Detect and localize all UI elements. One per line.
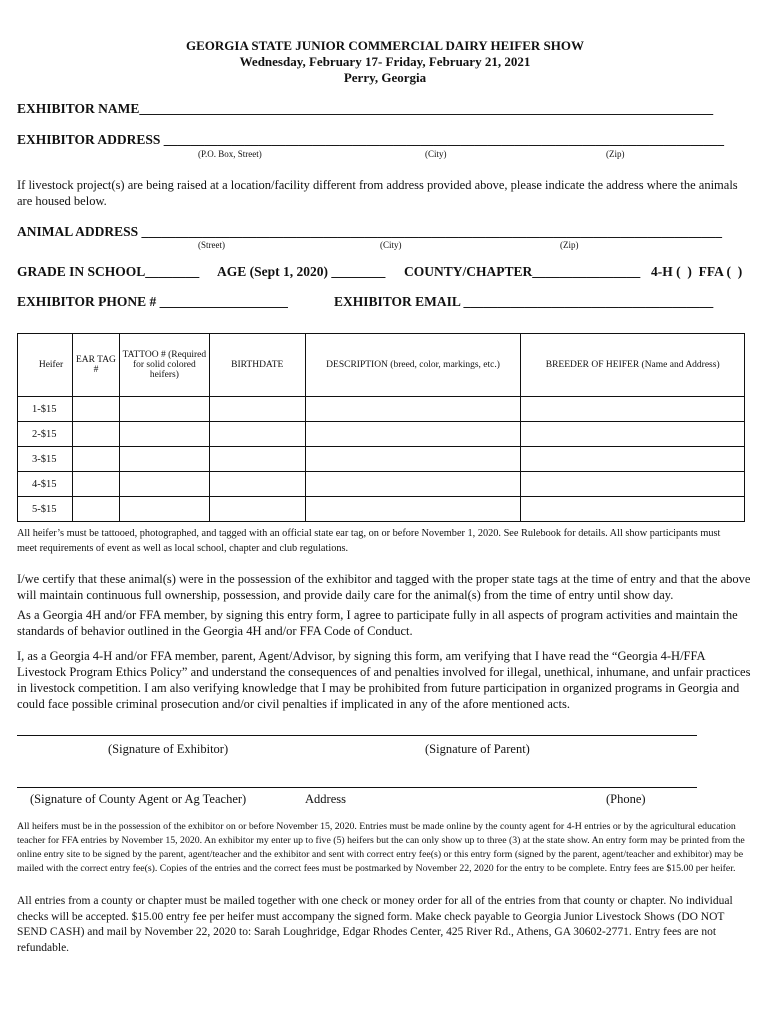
ethics-statement: I, as a Georgia 4-H and/or FFA member, parent, Agent/Advisor, by signing this form, am verifying that I have read the “Georgia 4-H/FFA Livestock Program Ethics Policy” and understand the consequences of and penalties involved for illegal, unethical, inhumane, and unfair practices in livestock competition. I am also verifying knowledge that I may be prohibited from future participation in organized programs in Georgia and could face possible criminal prosecution and/or civil penalties if implicated in any of the afore mentioned acts. <box>17 649 751 711</box>
agent-signature-label: (Signature of County Agent or Ag Teacher) <box>30 792 247 806</box>
col-tattoo: TATTOO # (Required for solid colored heifers) <box>119 334 209 397</box>
breeder-cell[interactable] <box>521 497 745 522</box>
description-cell[interactable] <box>305 472 521 497</box>
age-field[interactable]: AGE (Sept 1, 2020) ________ <box>217 264 386 279</box>
phone-label: (Phone) <box>606 792 646 806</box>
description-cell[interactable] <box>305 447 521 472</box>
description-cell[interactable] <box>305 422 521 447</box>
description-cell[interactable] <box>305 397 521 422</box>
table-header-row <box>18 334 745 397</box>
form-location: Perry, Georgia <box>343 70 427 85</box>
form-title: GEORGIA STATE JUNIOR COMMERCIAL DAIRY HEIFER SHOW <box>185 38 585 53</box>
row-label: 4-$15 <box>18 472 73 497</box>
member-agreement: As a Georgia 4H and/or FFA member, by signing this entry form, I agree to participate fully in all aspects of program activities and maintain the standards of behavior outlined in the Georgia 4H and/or FFA Code of Conduct. <box>17 608 738 638</box>
row-label: 1-$15 <box>18 397 73 422</box>
col-description: DESCRIPTION (breed, color, markings, etc.) <box>305 334 521 397</box>
tattoo-cell[interactable] <box>119 397 209 422</box>
address-hint-pobox: (P.O. Box, Street) <box>198 149 262 159</box>
ear-tag-cell[interactable] <box>72 472 119 497</box>
table-row <box>18 397 745 422</box>
parent-signature-label: (Signature of Parent) <box>425 742 530 756</box>
signature-line-1[interactable] <box>17 735 697 736</box>
col-heifer: Heifer <box>18 334 73 397</box>
row-label: 5-$15 <box>18 497 73 522</box>
exhibitor-name-field[interactable]: EXHIBITOR NAME_____________________________________________________________________________________ <box>17 101 714 116</box>
exhibitor-phone-field[interactable]: EXHIBITOR PHONE # ___________________ <box>17 294 288 309</box>
exhibitor-address-field[interactable]: EXHIBITOR ADDRESS ___________________________________________________________________________________ <box>17 132 725 147</box>
birthdate-cell[interactable] <box>209 397 305 422</box>
tattoo-cell[interactable] <box>119 447 209 472</box>
row-label: 3-$15 <box>18 447 73 472</box>
col-ear-tag: EAR TAG # <box>72 334 119 397</box>
col-birthdate: BIRTHDATE <box>209 334 305 397</box>
exhibitor-email-field[interactable]: EXHIBITOR EMAIL _____________________________________ <box>334 294 714 309</box>
table-row <box>18 497 745 522</box>
breeder-cell[interactable] <box>521 447 745 472</box>
ear-tag-cell[interactable] <box>72 447 119 472</box>
form-dates: Wednesday, February 17- Friday, February 21, 2021 <box>239 54 531 69</box>
birthdate-cell[interactable] <box>209 472 305 497</box>
signature-line-2[interactable] <box>17 787 697 788</box>
breeder-cell[interactable] <box>521 472 745 497</box>
animal-hint-city: (City) <box>380 240 402 250</box>
birthdate-cell[interactable] <box>209 497 305 522</box>
tattoo-cell[interactable] <box>119 472 209 497</box>
birthdate-cell[interactable] <box>209 422 305 447</box>
birthdate-cell[interactable] <box>209 447 305 472</box>
table-row <box>18 422 745 447</box>
certify-statement: I/we certify that these animal(s) were in the possession of the exhibitor and tagged with the proper state tags at the time of entry and that the above will maintain continuous full ownership, possession, and provide daily care for the animal(s) from the time of entry until show day. <box>17 572 751 602</box>
ear-tag-cell[interactable] <box>72 422 119 447</box>
ear-tag-cell[interactable] <box>72 497 119 522</box>
animal-hint-zip: (Zip) <box>560 240 579 250</box>
club-checkboxes[interactable]: 4-H ( ) FFA ( ) <box>651 264 743 279</box>
address-label: Address <box>305 792 346 806</box>
facility-note: If livestock project(s) are being raised at a location/facility different from address provided above, please indicate the address where the animals are housed below. <box>17 178 738 208</box>
animal-address-field[interactable]: ANIMAL ADDRESS ______________________________________________________________________________________ <box>17 224 723 239</box>
address-hint-zip: (Zip) <box>606 149 625 159</box>
table-row <box>18 447 745 472</box>
tattoo-cell[interactable] <box>119 422 209 447</box>
county-chapter-field[interactable]: COUNTY/CHAPTER________________ <box>404 264 641 279</box>
table-row <box>18 472 745 497</box>
col-breeder: BREEDER OF HEIFER (Name and Address) <box>521 334 745 397</box>
tattoo-note: All heifer’s must be tattooed, photographed, and tagged with an official state ear tag, on or before November 1, 2020. See Rulebook for details. All show participants must meet requirements of event as well as local school, chapter and club regulations. <box>17 528 721 554</box>
mailing-instructions: All entries from a county or chapter must be mailed together with one check or money order for all of the entries from that county or chapter. No individual checks will be accepted. $15.00 entry fee per heifer must accompany the signed form. Make check payable to Georgia Junior Livestock Shows (DO NOT SEND CASH) and mail by November 22, 2020 to: Sarah Loughridge, Edgar Rhodes Center, 425 River Rd., Athens, GA 30602-2771. Entry fees are not refundable. <box>17 895 733 954</box>
breeder-cell[interactable] <box>521 422 745 447</box>
possession-note: All heifers must be in the possession of the exhibitor on or before November 15, 2020. Entries must be made online by the county agent for 4-H entries or by the agricultural education teacher for FFA entries by November 15, 2020. An exhibitor my enter up to five (5) heifers but the can only show up to three (3) at the state show. An entry form may be printed from the online entry site to be signed by the parent, agent/teacher and the exhibitor and sent with correct entry fee(s) or this entry form (signed by the parent, agent/teacher and exhibitor) may be mailed with the correct entry fee(s). Copies of the entries and the correct fees must be postmarked by November 22, 2020 for the entry to be complete. Entry fees are $15.00 per heifer. <box>17 821 745 874</box>
description-cell[interactable] <box>305 497 521 522</box>
ear-tag-cell[interactable] <box>72 397 119 422</box>
breeder-cell[interactable] <box>521 397 745 422</box>
row-label: 2-$15 <box>18 422 73 447</box>
heifer-entry-table <box>17 333 745 522</box>
exhibitor-signature-label: (Signature of Exhibitor) <box>108 742 229 756</box>
grade-field[interactable]: GRADE IN SCHOOL________ <box>17 264 200 279</box>
address-hint-city: (City) <box>425 149 447 159</box>
animal-hint-street: (Street) <box>198 240 225 250</box>
tattoo-cell[interactable] <box>119 497 209 522</box>
